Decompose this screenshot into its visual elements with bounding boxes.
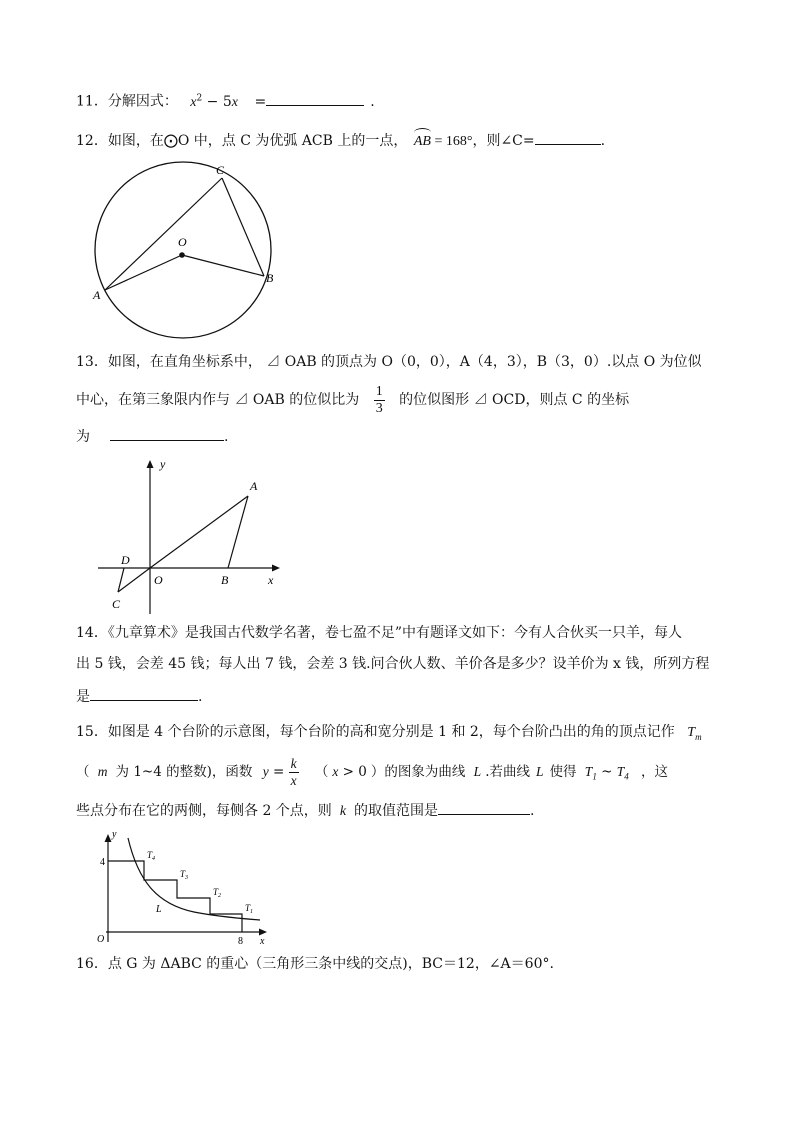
label-x: x	[268, 573, 274, 587]
question-text: 《九章算术》是我国古代数学名著，卷七盈不足”中有题译文如下：今有人合伙买一只羊，每人	[107, 625, 682, 641]
label-b: B	[221, 573, 229, 587]
label-t1: $T_1$	[245, 903, 254, 915]
symbol-tm: $T_m$	[687, 725, 702, 742]
question-14-line-2: 出 5 钱，会差 45 钱；每人出 7 钱，会差 3 钱.问合伙人数、羊价各是多少？设羊价为 x 钱，所列方程	[76, 656, 710, 672]
question-13-line-2: 中心，在第三象限内作与 ⊿ OAB 的位似比为 $\frac{1}{3}$ 的位似图形 ⊿ OCD，则点 C 的坐标	[76, 383, 630, 416]
question-15-line-1	[76, 722, 702, 747]
question-text: 如图，在直角坐标系中， ⊿ OAB 的顶点为 O（0，0），A（4，3），B（3，0）.以点 O 为位似	[107, 354, 702, 370]
segment-cb	[222, 178, 264, 276]
answer-blank[interactable]	[90, 686, 198, 701]
label-x: x	[260, 936, 265, 946]
label-l: L	[156, 904, 162, 915]
figure-coordinate	[92, 454, 288, 616]
question-text: 如图，在⨀O 中，点 C 为优弧 ACB 上的一点，	[107, 133, 408, 149]
question-13-line-3: 为 .	[76, 426, 228, 447]
segment-ab	[228, 496, 248, 568]
question-number: 11．	[76, 93, 108, 110]
label-b: B	[266, 271, 274, 285]
label-a: A	[93, 288, 101, 302]
question-number: 12．	[76, 133, 108, 149]
y-axis-arrow	[147, 460, 154, 468]
y-axis-arrow	[105, 834, 112, 842]
fraction-one-third: $\frac{1}{3}$	[375, 383, 383, 416]
x-axis-arrow	[259, 929, 267, 936]
question-12: 12．如图，在⨀O 中，点 C 为优弧 ACB 上的一点， AB = 168°，则∠C= .	[76, 130, 605, 152]
expression: $x^2 - 5x$	[190, 93, 238, 110]
label-8: 8	[238, 936, 243, 946]
center-point	[179, 252, 185, 258]
label-4: 4	[100, 857, 105, 868]
label-o: O	[154, 573, 163, 587]
label-o: O	[97, 934, 105, 945]
arc-mark	[414, 128, 431, 137]
question-15-line-2: （ m 为 1~4 的整数)，函数 y = $\frac{k}{x}$ （ x > 0 ）的图象为曲线 L .若曲线 L 使得 $T_1$ ~ $T_4$ ，这	[76, 756, 669, 788]
segment-ao	[105, 255, 182, 290]
question-16	[76, 954, 554, 974]
question-number: 16．	[76, 956, 108, 972]
label-y: y	[112, 829, 117, 840]
staircase-steps	[108, 861, 242, 932]
fraction-k-over-x: $\frac{k}{x}$	[290, 756, 297, 788]
label-d: D	[121, 553, 130, 567]
label-c: C	[112, 597, 121, 611]
x-axis-arrow	[272, 565, 280, 572]
question-number: 13．	[76, 354, 108, 370]
segment-oa	[150, 496, 248, 568]
label-y: y	[160, 457, 166, 471]
label-t4: $T_4$	[147, 850, 156, 862]
question-text: 分解因式：	[107, 93, 178, 110]
question-text: 如图是 4 个台阶的示意图，每个台阶的高和宽分别是 1 和 2，每个台阶凸出的角的顶点记作	[107, 724, 675, 740]
segment-ac	[105, 178, 222, 290]
label-o: O	[178, 235, 187, 249]
question-text: 点 G 为 ΔABC 的重心（三角形三条中线的交点)，BC＝12，∠A＝60°.	[107, 956, 554, 972]
question-11: 11．分解因式： $x^2 - 5x$ = .	[76, 88, 375, 113]
label-c: C	[216, 163, 225, 177]
label-t2: $T_2$	[213, 887, 222, 899]
question-14-line-1	[76, 623, 682, 643]
answer-blank[interactable]	[110, 426, 224, 441]
question-15-line-3: 些点分布在它的两侧，每侧各 2 个点，则 k 的取值范围是 .	[76, 800, 534, 822]
answer-blank[interactable]	[535, 130, 601, 145]
answer-blank[interactable]	[438, 800, 530, 815]
label-t3: $T_3$	[180, 869, 189, 881]
label-a: A	[250, 479, 258, 493]
question-13-line-1	[76, 352, 702, 372]
figure-circle	[90, 158, 290, 348]
figure-staircase	[92, 828, 276, 946]
circle-o	[95, 162, 271, 338]
question-14-line-3: 是 .	[76, 686, 202, 707]
segment-ob	[182, 255, 264, 276]
question-number: 15．	[76, 724, 108, 740]
arc-ab: AB	[414, 134, 431, 149]
question-number: 14．	[76, 625, 108, 641]
answer-blank[interactable]	[266, 91, 364, 106]
